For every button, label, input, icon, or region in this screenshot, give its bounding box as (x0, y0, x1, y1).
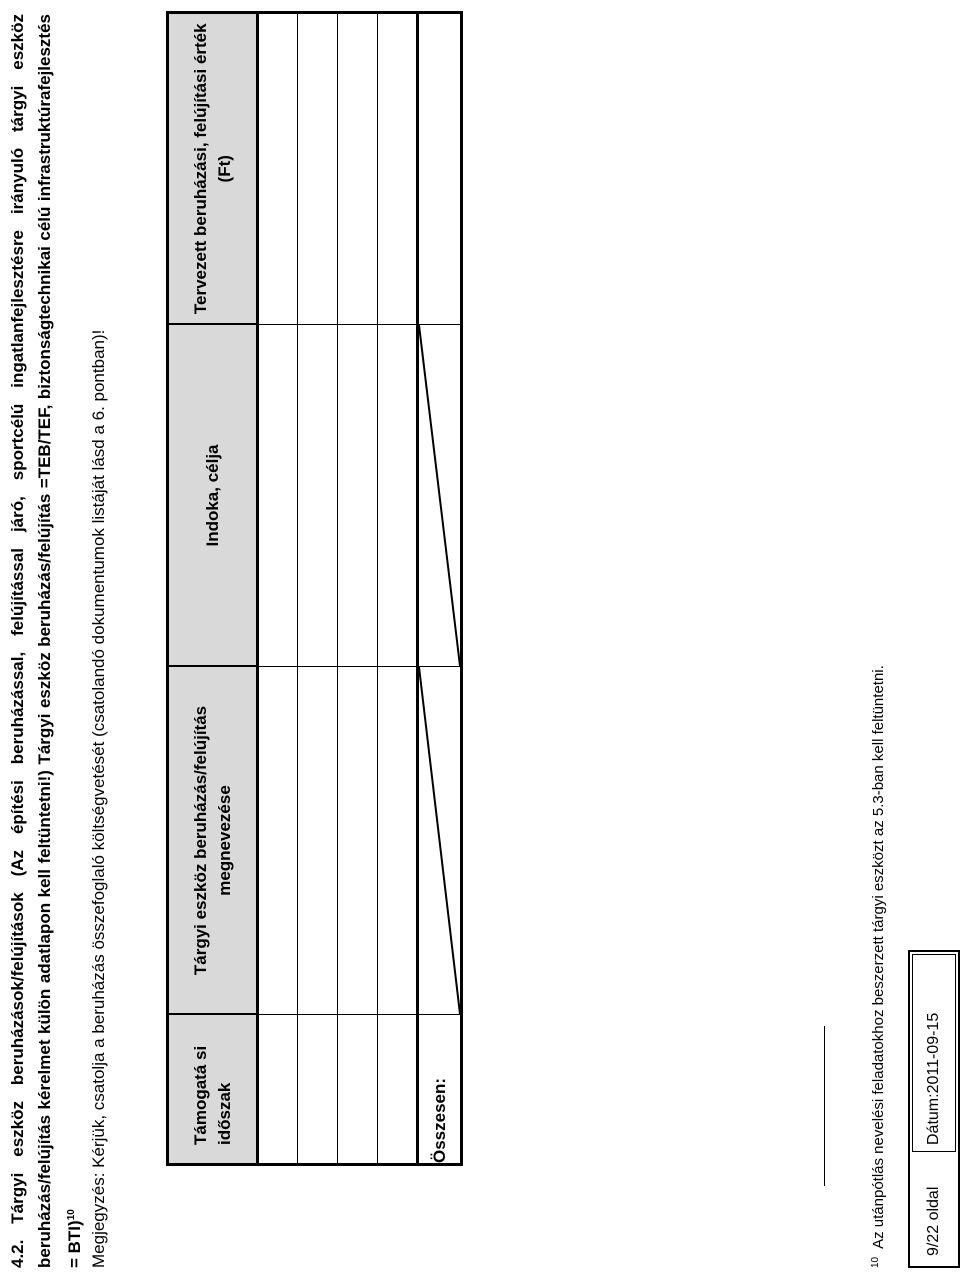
table-cell[interactable] (298, 13, 338, 325)
footnote-ref: 10 (66, 1209, 77, 1221)
page-footer-box (908, 950, 960, 1268)
header-planned-value: Tervezett beruházási, felújítási érték (Ft) (168, 13, 258, 325)
crossed-cell (418, 667, 462, 1015)
section-heading (4, 14, 88, 1268)
crossed-cell (418, 325, 462, 667)
table-cell[interactable] (258, 325, 298, 667)
table-cell[interactable] (298, 1015, 338, 1165)
page-number: 9/22 oldal (925, 1186, 942, 1256)
table-cell[interactable] (338, 667, 378, 1015)
cross-out-line (419, 325, 460, 666)
table-cell[interactable] (338, 1015, 378, 1165)
section-heading-text: 4.2. Tárgyi eszköz beruházások/felújítások (Az építési beruházással, felújítással járó, sportcélú ingatlanfejlesztésre irányuló tárgyi eszköz beruházás/felújítás kérelmet külön adatlapon kell feltüntetni!) Tárgyi eszköz beruházás/felújítás =TEB/TEF, biztonságtechnikai célú infrastruktúrafejlesztés = BTI) (8, 14, 84, 1268)
table-cell[interactable] (378, 1015, 418, 1165)
table-row (378, 13, 418, 1165)
total-label: Összesen: (418, 1015, 462, 1165)
footnote-separator (824, 1026, 825, 1186)
header-asset-name: Tárgyi eszköz beruházás/felújítás megnevezése (168, 667, 258, 1015)
header-period: Támogatá si időszak (168, 1015, 258, 1165)
investment-table (166, 11, 463, 1166)
table-cell[interactable] (298, 667, 338, 1015)
section-note: Megjegyzés: Kérjük, csatolja a beruházás összefoglaló költségvetését (csatolandó dokumentumok listáját lásd a 6. pontban)! (89, 329, 108, 1268)
footnote (866, 665, 889, 1268)
footnote-number: 10 (870, 1256, 881, 1268)
table-row (258, 13, 298, 1165)
total-value-cell[interactable] (418, 13, 462, 325)
table-cell[interactable] (338, 13, 378, 325)
table-cell[interactable] (258, 13, 298, 325)
table-row (298, 13, 338, 1165)
table-cell[interactable] (378, 667, 418, 1015)
table-cell[interactable] (378, 13, 418, 325)
table-cell[interactable] (378, 325, 418, 667)
table-cell[interactable] (338, 325, 378, 667)
table-cell[interactable] (258, 667, 298, 1015)
footnote-text: Az utánpótlás nevelési feladatokhoz beszerzett tárgyi eszközt az 5.3-ban kell feltüntetni. (870, 665, 887, 1249)
total-row (418, 13, 462, 1165)
table-cell[interactable] (258, 1015, 298, 1165)
cross-out-line (419, 667, 460, 1014)
header-reason: Indoka, célja (168, 325, 258, 667)
document-date: Dátum:2011-09-15 (912, 954, 956, 1152)
table-cell[interactable] (298, 325, 338, 667)
table-header-row (168, 13, 258, 1165)
table-row (338, 13, 378, 1165)
